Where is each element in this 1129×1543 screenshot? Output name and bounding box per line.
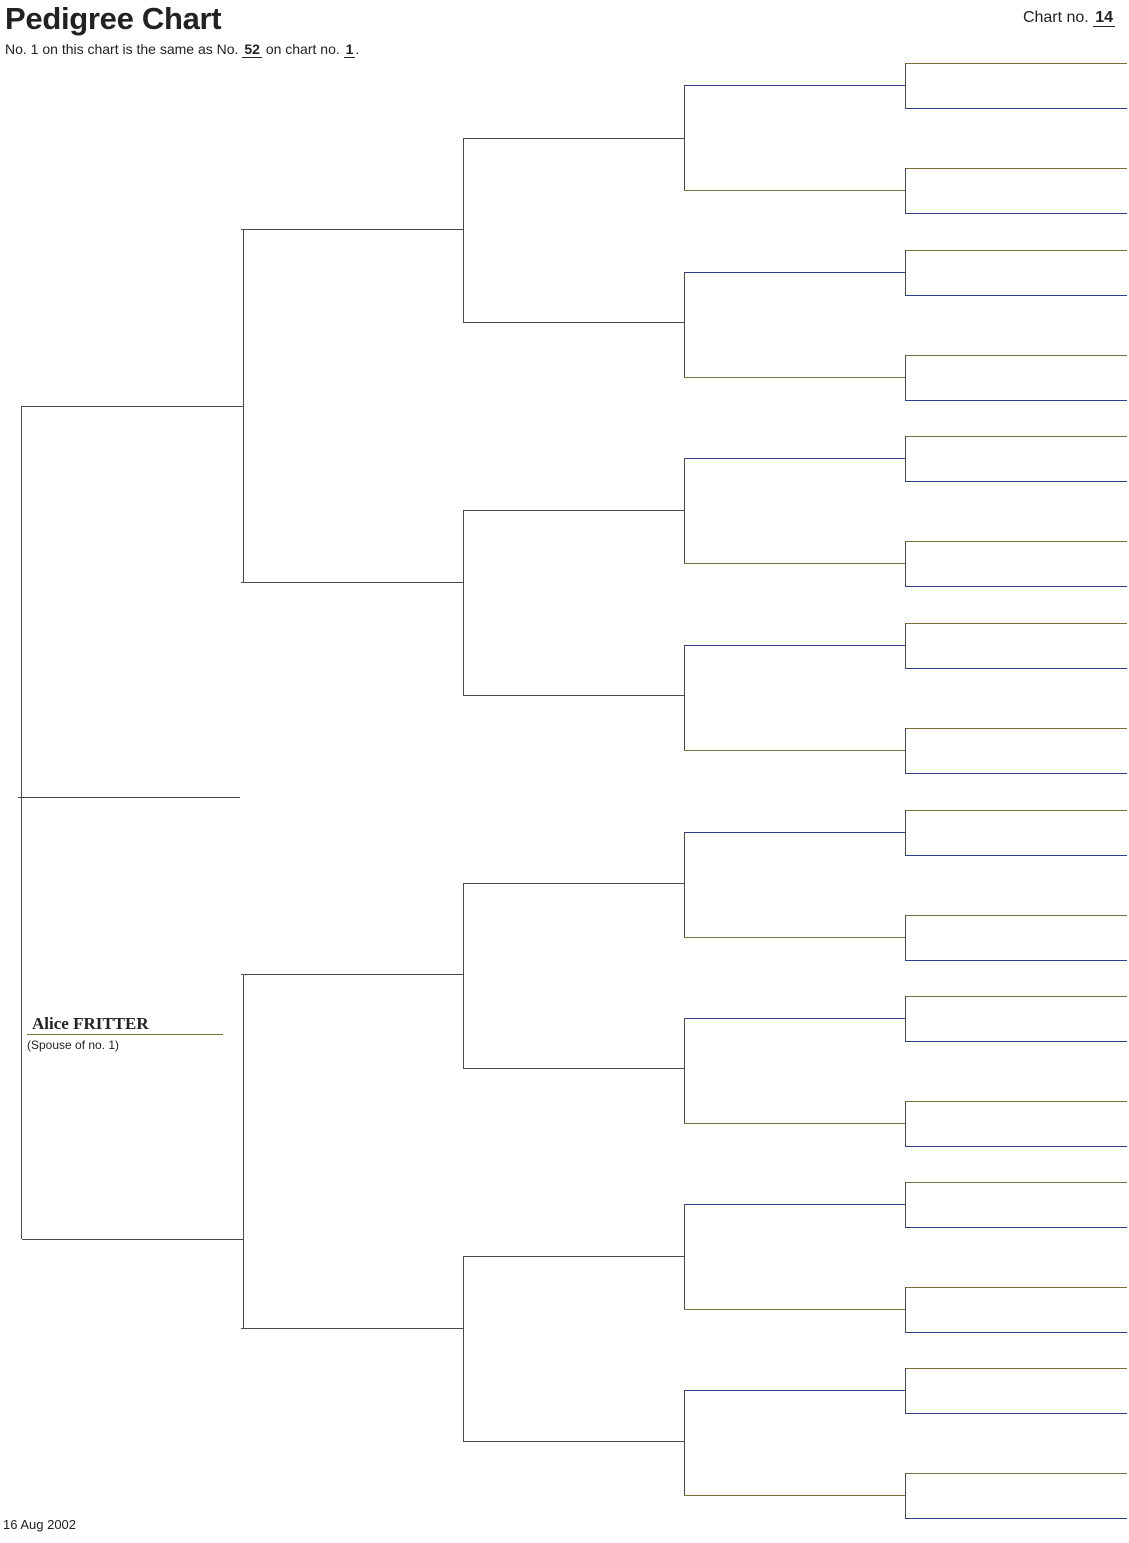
ancestor-connector — [905, 915, 906, 960]
parent-connector — [684, 1390, 685, 1495]
person-name-line — [684, 377, 905, 378]
ancestor-line — [905, 586, 1127, 587]
person-name-line — [18, 797, 240, 798]
ancestor-line — [905, 855, 1127, 856]
ancestor-line — [905, 1182, 1127, 1183]
print-date: 16 Aug 2002 — [3, 1517, 77, 1532]
ancestor-line — [905, 295, 1127, 296]
person-name-line — [241, 582, 463, 583]
note-number: 52 — [244, 41, 260, 57]
chart-title: Pedigree Chart — [5, 1, 222, 36]
ancestor-line — [905, 1518, 1127, 1519]
chart-cross-reference-note — [5, 41, 359, 57]
parent-connector — [684, 832, 685, 937]
person-name-line — [684, 1018, 905, 1019]
parent-connector — [21, 406, 22, 1239]
note-end: . — [355, 41, 360, 57]
parent-connector — [463, 138, 464, 322]
note-middle: on chart no. — [265, 41, 340, 57]
ancestor-line — [905, 355, 1127, 356]
parent-connector — [463, 510, 464, 695]
chart-number-label: Chart no. — [1022, 9, 1089, 26]
person-name-line — [22, 1239, 243, 1240]
connector-gap — [21, 725, 22, 726]
person-name-line — [684, 458, 905, 459]
ancestor-line — [905, 1413, 1127, 1414]
parent-connector — [463, 883, 464, 1068]
ancestor-line — [905, 108, 1127, 109]
ancestor-connector — [905, 728, 906, 773]
person-name-line — [684, 750, 905, 751]
chart-number-value: 14 — [1095, 9, 1113, 26]
ancestor-connector — [905, 623, 906, 668]
person-name-line — [463, 1256, 684, 1257]
ancestor-connector — [905, 63, 906, 108]
person-name-line — [684, 832, 905, 833]
ancestor-line — [905, 623, 1127, 624]
parent-connector — [684, 1018, 685, 1123]
person-name-line — [684, 272, 905, 273]
person-name-line — [684, 1495, 905, 1496]
chart-number — [1023, 9, 1115, 27]
ancestor-connector — [905, 436, 906, 481]
ancestor-connector — [905, 168, 906, 213]
ancestor-connector — [905, 355, 906, 400]
ancestor-connector — [905, 810, 906, 855]
ancestor-line — [905, 1368, 1127, 1369]
person-name-line — [463, 510, 684, 511]
person-name-line — [684, 1204, 905, 1205]
ancestor-line — [905, 1332, 1127, 1333]
person-name-line — [684, 1123, 905, 1124]
ancestor-line — [905, 773, 1127, 774]
person-name-line — [241, 229, 463, 230]
ancestor-line — [905, 541, 1127, 542]
parent-connector — [243, 229, 244, 582]
person-name-line — [463, 138, 684, 139]
ancestor-line — [905, 668, 1127, 669]
spouse-underline — [27, 1034, 223, 1035]
person-name-line — [684, 937, 905, 938]
ancestor-line — [905, 1287, 1127, 1288]
parent-connector — [684, 458, 685, 563]
ancestor-line — [905, 400, 1127, 401]
person-name-line — [684, 190, 905, 191]
ancestor-connector — [905, 1287, 906, 1332]
person-name-line — [463, 695, 684, 696]
parent-connector — [684, 272, 685, 377]
ancestor-line — [905, 213, 1127, 214]
person-name-line — [22, 406, 243, 407]
ancestor-line — [905, 63, 1127, 64]
ancestor-line — [905, 960, 1127, 961]
ancestor-line — [905, 1041, 1127, 1042]
ancestor-connector — [905, 996, 906, 1041]
person-name-line — [684, 85, 905, 86]
ancestor-line — [905, 810, 1127, 811]
person-name-line — [463, 322, 684, 323]
parent-connector — [684, 645, 685, 750]
person-name-line — [684, 1390, 905, 1391]
ancestor-connector — [905, 1182, 906, 1227]
ancestor-connector — [905, 1368, 906, 1413]
person-name-line — [241, 1328, 463, 1329]
spouse-name: Alice FRITTER — [32, 1014, 149, 1033]
person-name-line — [241, 974, 463, 975]
ancestor-line — [905, 1146, 1127, 1147]
parent-connector — [463, 1256, 464, 1441]
ancestor-line — [905, 1473, 1127, 1474]
spouse-note: (Spouse of no. 1) — [27, 1038, 120, 1052]
ancestor-connector — [905, 1101, 906, 1146]
person-name-line — [463, 1441, 684, 1442]
ancestor-connector — [905, 541, 906, 586]
ancestor-line — [905, 250, 1127, 251]
ancestor-connector — [905, 1473, 906, 1518]
ancestor-line — [905, 915, 1127, 916]
note-chart: 1 — [345, 41, 354, 57]
person-name-line — [463, 883, 684, 884]
ancestor-line — [905, 1227, 1127, 1228]
ancestor-connector — [905, 250, 906, 295]
ancestor-line — [905, 481, 1127, 482]
parent-connector — [684, 85, 685, 190]
ancestor-line — [905, 728, 1127, 729]
ancestor-line — [905, 996, 1127, 997]
parent-connector — [684, 1204, 685, 1309]
person-name-line — [684, 563, 905, 564]
ancestor-line — [905, 436, 1127, 437]
ancestor-line — [905, 1101, 1127, 1102]
parent-connector — [243, 974, 244, 1328]
ancestor-line — [905, 168, 1127, 169]
person-name-line — [463, 1068, 684, 1069]
person-name-line — [684, 1309, 905, 1310]
person-name-line — [684, 645, 905, 646]
note-prefix: No. 1 on this chart is the same as No. — [5, 41, 239, 57]
